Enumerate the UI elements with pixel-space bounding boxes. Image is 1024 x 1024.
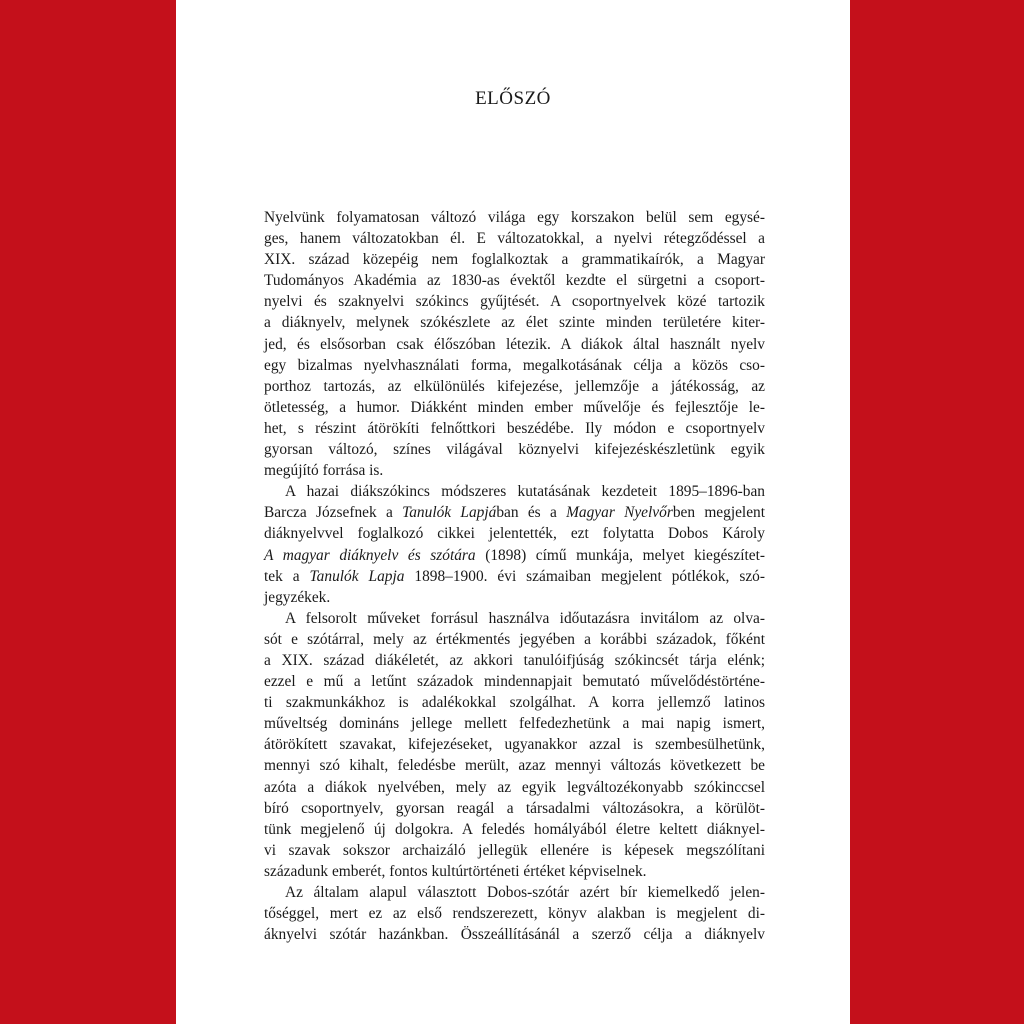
text-line (264, 312, 765, 333)
text-line (264, 228, 765, 249)
text-line (264, 903, 765, 924)
text-run: átörökített szavakat, kifejezéseket, ugyanakkor azzal is szembesülhetünk, (264, 736, 765, 754)
text-line (264, 334, 765, 355)
text-line (264, 734, 765, 755)
text-line (264, 840, 765, 861)
italic-title-run: Magyar Nyelvőr (566, 504, 673, 522)
paragraph (264, 207, 765, 481)
text-line (264, 460, 765, 481)
text-run: műveltség domináns jellege mellett felfedezhetünk a mai napig ismert, (264, 715, 765, 733)
text-line (264, 566, 765, 587)
text-line (264, 376, 765, 397)
text-run: ban és a (496, 504, 567, 522)
text-run: ötletesség, a humor. Diákként minden ember művelője és fejlesztője le- (264, 398, 765, 416)
text-line (264, 397, 765, 418)
text-run: sót e szótárral, mely az értékmentés jegyében a korábbi századok, főként (264, 630, 765, 648)
text-run: ges, hanem változatokban él. E változatokkal, a nyelvi rétegződéssel a (264, 230, 765, 248)
text-run: jegyzékek. (264, 588, 331, 606)
text-run: 1898–1900. évi számaiban megjelent pótlékok, szó- (404, 567, 765, 585)
text-line (264, 355, 765, 376)
text-line (264, 439, 765, 460)
text-run: porthoz tartozás, az elkülönülés kifejezése, jellemzője a játékosság, az (264, 377, 765, 395)
text-run: Az általam alapul választott Dobos-szótár azért bír kiemelkedő jelen- (285, 884, 765, 901)
italic-title-run: Tanulók Lapjá (402, 504, 497, 522)
text-line (264, 861, 765, 882)
text-line (264, 713, 765, 734)
text-run: mennyi szó kihalt, feledésbe merült, azaz mennyi változás következett be (264, 757, 765, 775)
text-run: Barcza Józsefnek a (264, 504, 403, 522)
text-run: tünk megjelenő új dolgokra. A feledés homályából életre keltett diáknyel- (264, 820, 765, 838)
text-run: ezzel e mű a letűnt századok mindennapjait bemutató művelődéstörténe- (264, 673, 765, 691)
text-run: diáknyelvvel foglalkozó cikkei jelentették, ezt folytatta Dobos Károly (264, 525, 765, 543)
text-line (264, 291, 765, 312)
text-run: a diáknyelv, melynek szókészlete az élet szinte minden területére kiter- (264, 314, 765, 332)
text-run: vi szavak sokszor archaizáló jellegük ellenére is képesek megszólítani (264, 841, 765, 859)
body-text (264, 207, 765, 945)
text-line (264, 481, 765, 502)
italic-title-run: Tanulók Lapja (309, 567, 405, 585)
text-line (264, 692, 765, 713)
text-line (264, 249, 765, 270)
text-line (264, 819, 765, 840)
text-run: nyelvi és szaknyelvi szókincs gyűjtését. A csoportnyelvek közé tartozik (264, 293, 765, 311)
text-line (264, 798, 765, 819)
text-run: Nyelvünk folyamatosan változó világa egy korszakon belül sem egysé- (264, 209, 765, 226)
text-run: bíró csoportnyelv, gyorsan reagál a társadalmi változásokra, a körülöt- (264, 799, 765, 817)
text-line (264, 755, 765, 776)
text-run: (1898) című munkája, melyet kiegészítet- (475, 546, 766, 564)
text-run: tőséggel, mert ez az első rendszerezett, könyv alakban is megjelent di- (264, 905, 765, 923)
page (176, 0, 850, 1024)
text-line (264, 270, 765, 291)
text-run: megújító forrása is. (264, 462, 384, 480)
text-run: áknyelvi szótár hazánkban. Összeállításánál a szerző célja a diáknyelv (264, 926, 765, 944)
text-run: XIX. század közepéig nem foglalkoztak a grammatikaírók, a Magyar (264, 251, 765, 269)
text-run: századunk emberét, fontos kultúrtörténeti értéket képviselnek. (264, 862, 647, 880)
text-run: Tudományos Akadémia az 1830-as évektől kezdte el sürgetni a csoport- (264, 272, 765, 290)
text-run: a XIX. század diákéletét, az akkori tanulóifjúság szókincsét tárja elénk; (264, 651, 765, 669)
text-line (264, 777, 765, 798)
text-line (264, 671, 765, 692)
text-line (264, 629, 765, 650)
text-run: egy bizalmas nyelvhasználati forma, megalkotásának célja a közös cso- (264, 356, 765, 374)
text-line (264, 650, 765, 671)
text-run: A hazai diákszókincs módszeres kutatásának kezdeteit 1895–1896-ban (285, 483, 765, 501)
text-line (264, 207, 765, 228)
page-title: ELŐSZÓ (475, 88, 551, 109)
text-run: jed, és elsősorban csak élőszóban létezik. A diákok által használt nyelv (264, 335, 765, 353)
text-run: tek a (264, 567, 310, 585)
paragraph (264, 481, 765, 608)
text-line (264, 523, 765, 544)
text-run: het, s részint átörökíti felnőttkori beszédébe. Ily módon e csoportnyelv (264, 419, 765, 437)
text-line (264, 608, 765, 629)
text-line (264, 924, 765, 945)
text-run: azóta a diákok nyelvében, mely az egyik legváltozékonyabb szókinccsel (264, 778, 765, 796)
italic-title-run: A magyar diáknyelv és szótára (264, 546, 476, 564)
text-line (264, 882, 765, 903)
text-run: gyorsan változó, színes világával köznyelvi kifejezéskészletünk egyik (264, 441, 765, 459)
text-line (264, 545, 765, 566)
paragraph (264, 608, 765, 882)
text-line (264, 502, 765, 523)
text-line (264, 418, 765, 439)
paragraph (264, 882, 765, 945)
text-run: ben megjelent (672, 504, 766, 522)
text-line (264, 587, 765, 608)
text-run: ti szakmunkákhoz is adalékokkal szolgálhat. A korra jellemző latinos (264, 694, 765, 712)
text-run: A felsorolt műveket forrásul használva időutazásra invitálom az olva- (285, 609, 765, 627)
